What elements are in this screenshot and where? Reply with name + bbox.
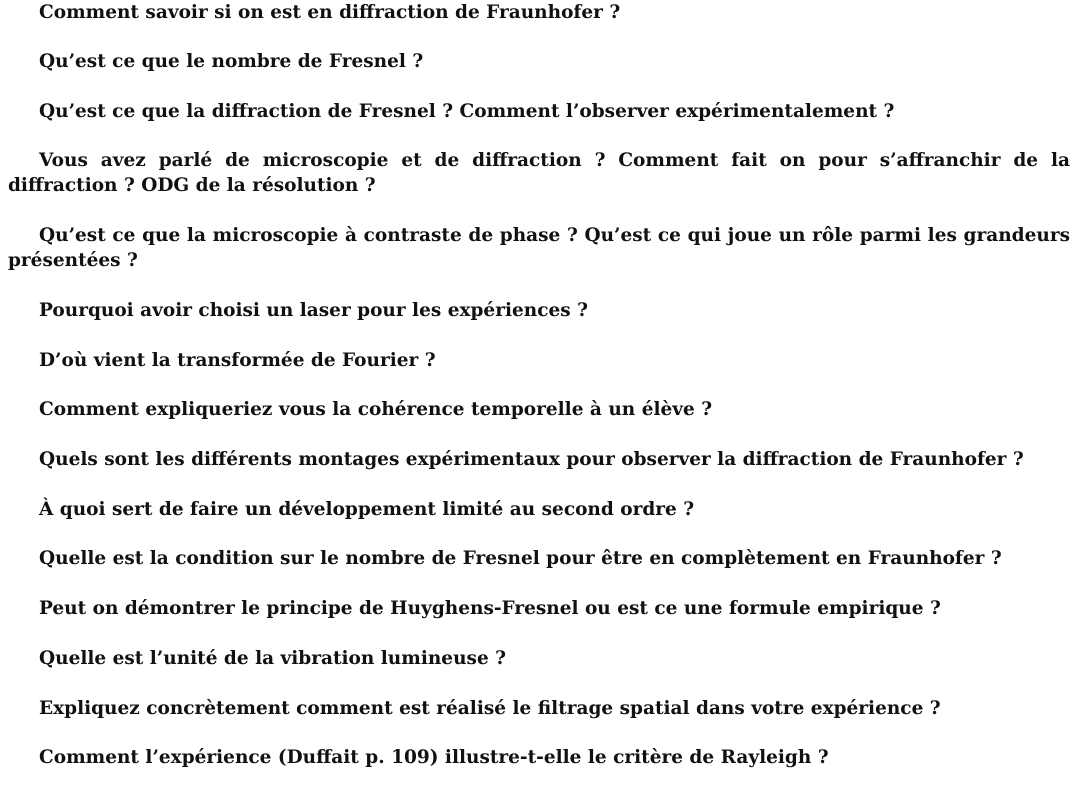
question-6: Pourquoi avoir choisi un laser pour les expériences ? [39,300,588,321]
question-13: Quelle est l’unité de la vibration lumineuse ? [39,648,506,669]
question-5: Qu’est ce que la microscopie à contraste de phase ? Qu’est ce qui joue un rôle parmi les grandeurs présentées ? [8,225,1070,271]
question-11: Quelle est la condition sur le nombre de Fresnel pour être en complètement en Fraunhofer ? [39,548,1002,569]
question-14: Expliquez concrètement comment est réalisé le filtrage spatial dans votre expérience ? [39,698,941,719]
question-15: Comment l’expérience (Duffait p. 109) illustre-t-elle le critère de Rayleigh ? [39,747,829,768]
question-2: Qu’est ce que le nombre de Fresnel ? [39,51,424,72]
question-7: D’où vient la transformée de Fourier ? [39,350,436,371]
question-9: Quels sont les différents montages expérimentaux pour observer la diffraction de Fraunhofer ? [39,449,1024,470]
question-3: Qu’est ce que la diffraction de Fresnel ? Comment l’observer expérimentalement ? [39,101,895,122]
question-1: Comment savoir si on est en diffraction de Fraunhofer ? [39,2,621,23]
question-8: Comment expliqueriez vous la cohérence temporelle à un élève ? [39,399,713,420]
question-12: Peut on démontrer le principe de Huyghens-Fresnel ou est ce une formule empirique ? [39,598,941,619]
question-10: À quoi sert de faire un développement limité au second ordre ? [39,499,695,520]
question-4: Vous avez parlé de microscopie et de diffraction ? Comment fait on pour s’affranchir de la diffraction ? ODG de la résolution ? [8,150,1070,196]
